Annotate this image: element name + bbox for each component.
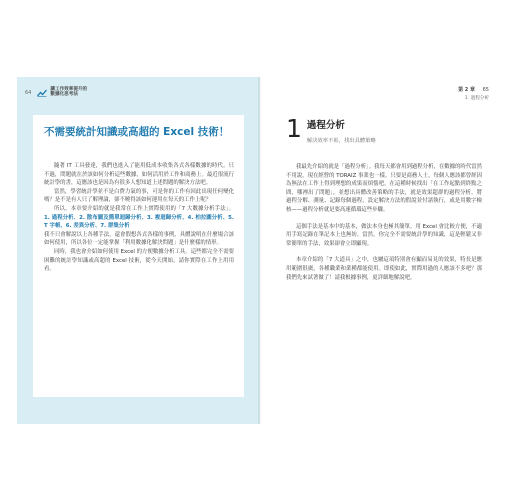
intro-paragraph-3-text: 所以，本章要介紹的就是我常在工作上實際使用的「7 大數據分析手法」。 <box>54 205 234 212</box>
intro-paragraph-2: 當然，學習統計學並不是白費力氣的事，可是你的工作有因此出現任何變化嗎？是不是有人只了解理論，卻不曉得該如何運用在每天的工作上呢？ <box>44 188 234 204</box>
intro-box-title: 不需要統計知識或高超的 Excel 技術！ <box>44 126 230 138</box>
section-paragraph-1: 我最先介紹的就是「過程分析」。我每天都會用到過程分析，在數據的時代當然不用說，現在經營的 TORAIZ 事業也一樣。只要是商務人士，每個人應該都曾經因為無法在工作上得到理想的成果而煩惱吧。在這種時候找出「在工作起點到終點之間，哪裡出了問題」，並想出具體改善策略的手法，就是效果超群的過程分析。將過程分解、測量、記錄每個過程，設定解決方法的假說並付諸執行，或是用數字檢核——過程分析就是要高速循環這些步驟。 <box>286 164 482 213</box>
page-gutter <box>258 77 262 424</box>
intro-paragraph-1: 隨著 IT 工具發達，我們也進入了能用低成本收集各式各樣數據的時代。只不過，問題就在於該如何分析這些數據，如何活用於工作和商務上。最近很流行統計學的書，這應該也是因為有很多人想知道上述問題的解決方法吧。 <box>44 163 234 187</box>
left-page <box>17 77 260 424</box>
right-page-number: 65 <box>482 87 489 93</box>
book-title-line1: 讓工作效率提升的 <box>50 87 88 93</box>
section-paragraph-3: 本章介紹的「7 大道具」之中，也屬這項特別會有顯而易見的效果，特長是應用範圍很廣，各種職業和業種都能使用。即使如此，實際用過的人應該不多吧？那我們先來試著做了！請我根據事例，更詳細地解說吧。 <box>286 257 482 281</box>
chart-logo-icon <box>37 89 47 97</box>
section-number: 1 <box>286 114 302 143</box>
left-page-number: 64 <box>25 90 32 96</box>
section-running-head: 1. 過程分析 <box>464 96 489 101</box>
section-subtitle: 解決效率不彰，找出具體策略 <box>306 138 376 144</box>
intro-paragraph-5: 同時，我也會介紹如何使用 Excel 的方便數據分析工具。這些都完全不需要困難的統計學知識或高超的 Excel 技術，從今天開始，請你實際在工作上用用看。 <box>44 248 234 273</box>
section-paragraph-2: 這個手法是基本中的基本，做法本身也極其簡單。用 Excel 會比較方便，不適用手寫記錄在筆記本上也無妨。當然，你完全不需要統計學的知識，這是輕鬆又非常簡單的手法，效果卻會立即顯現。 <box>286 223 482 247</box>
book-spread <box>17 77 501 424</box>
section-body <box>286 163 482 290</box>
intro-box <box>33 115 244 397</box>
section-heading <box>286 116 376 144</box>
left-header <box>25 86 87 100</box>
methods-highlight: 1. 過程分析、2. 散布圖及簡單迴歸分析、3. 複迴歸分析、4. 柏拉圖分析、5. T 字帳、6. 差異分析、7. 群集分析 <box>44 214 234 230</box>
intro-paragraph-4: 我不只會解說以上各種手法，還會假想各式各樣的事例，具體說明在什麼場合該如何使用，所以各位一定能掌握「利用數據化解決問題」是什麼樣的情形。 <box>44 231 234 247</box>
intro-box-body <box>44 162 234 274</box>
book-title <box>50 88 87 98</box>
chapter-label: 第 2 章 <box>458 87 476 93</box>
book-title-line2: 數據化思考法 <box>50 92 78 97</box>
intro-paragraph-3 <box>44 205 234 231</box>
right-header <box>458 86 489 101</box>
right-page <box>260 77 501 424</box>
section-title: 過程分析 <box>306 120 345 131</box>
